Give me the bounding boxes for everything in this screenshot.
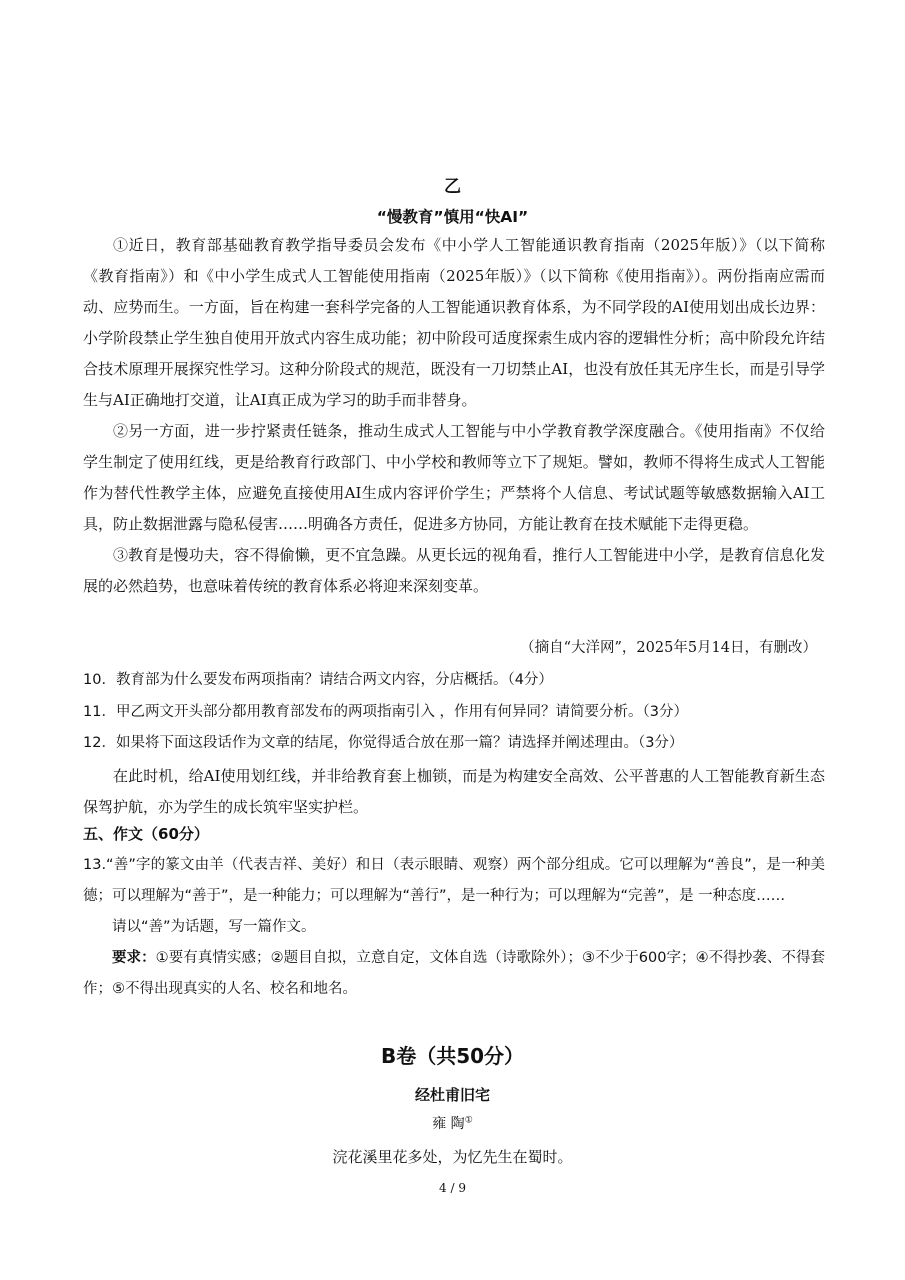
article-paragraph-3: ③教育是慢功夫，容不得偷懒，更不宜急躁。从更长远的视角看，推行人工智能进中小学，是教育信息化发展的必然趋势，也意味着传统的教育体系必将迎来深刻变革。 bbox=[83, 546, 825, 595]
article-paragraph-1: ①近日，教育部基础教育教学指导委员会发布《中小学人工智能通识教育指南（2025年版）》（以下简称《教育指南》）和《中小学生成式人工智能使用指南（2025年版）》（以下简称《使用指南》）。两份指南应需而动、应势而生。一方面，旨在构建一套科学完备的人工智能通识教育体系，为不同学段的AI使用划出成长边界：小学阶段禁止学生独自使用开放式内容生成功能；初中阶段可适度探索生成内容的逻辑性分析；高中阶段允许结合技术原理开展探究性学习。这种分阶段式的规范，既没有一刀切禁止AI，也没有放任其无序生长，而是引导学生与AI正确地打交道，让AI真正成为学习的助手而非替身。 bbox=[83, 236, 825, 409]
question-11: 11．甲乙两文开头部分都用教育部发布的两项指南引入 ，作用有何异同？请简要分析。（3分） bbox=[83, 704, 689, 720]
poem-author-note: ① bbox=[464, 1115, 473, 1126]
poem-title: 经杜甫旧宅 bbox=[414, 1086, 490, 1104]
article-source: （摘自“大洋网”，2025年5月14日，有删改） bbox=[520, 640, 817, 656]
question-12: 12．如果将下面这段话作为文章的结尾，你觉得适合放在那一篇？请选择并阐述理由。（3分） bbox=[83, 735, 684, 751]
question-10: 10．教育部为什么要发布两项指南？请结合两文内容，分店概括。（4分） bbox=[83, 672, 553, 688]
poem-author bbox=[0, 1113, 905, 1133]
article-title: “慢教育”慎用“快AI” bbox=[376, 208, 529, 226]
question-12-quote: 在此时机，给AI使用划红线，并非给教育套上枷锁，而是为构建安全高效、公平普惠的人工智能教育新生态保驾护航，亦为学生的成长筑牢坚实护栏。 bbox=[83, 767, 825, 816]
poem-line: 浣花溪里花多处，为忆先生在蜀时。 bbox=[332, 1148, 573, 1166]
essay-requirements bbox=[83, 943, 825, 1005]
article-body bbox=[83, 230, 825, 602]
essay-heading: 五、作文（60分） bbox=[83, 825, 209, 843]
section-mark: 乙 bbox=[444, 177, 461, 197]
article-paragraph-2: ②另一方面，进一步拧紧责任链条，推动生成式人工智能与中小学教育教学深度融合。《使用指南》不仅给学生制定了使用红线，更是给教育行政部门、中小学校和教师等立下了规矩。譬如，教师不得将生成式人工智能作为替代性教学主体，应避免直接使用AI生成内容评价学生；严禁将个人信息、考试试题等敏感数据输入AI工具，防止数据泄露与隐私侵害……明确各方责任，促进多方协同，方能让教育在技术赋能下走得更稳。 bbox=[83, 422, 825, 533]
essay-prompt: 13.“善”字的篆文由羊（代表吉祥、美好）和日（表示眼睛、观察）两个部分组成。它可以理解为“善良”，是一种美德；可以理解为“善于”，是一种能力；可以理解为“善行”，是一种行为；可以理解为“完善”，是 一种态度…… bbox=[83, 857, 825, 904]
part-b-title: B卷（共50分） bbox=[380, 1044, 525, 1068]
requirements-text: ①要有真情实感；②题目自拟，立意自定，文体自选（诗歌除外）；③不少于600字；④不得抄袭、不得套作；⑤不得出现真实的人名、校名和地名。 bbox=[83, 950, 826, 997]
page-number: 4 / 9 bbox=[439, 1181, 466, 1195]
poem-author-name: 雍 陶 bbox=[432, 1116, 465, 1132]
essay-prompt-block bbox=[83, 850, 825, 1005]
requirements-label: 要求： bbox=[112, 950, 156, 966]
essay-instruction: 请以“善”为话题，写一篇作文。 bbox=[112, 919, 316, 935]
